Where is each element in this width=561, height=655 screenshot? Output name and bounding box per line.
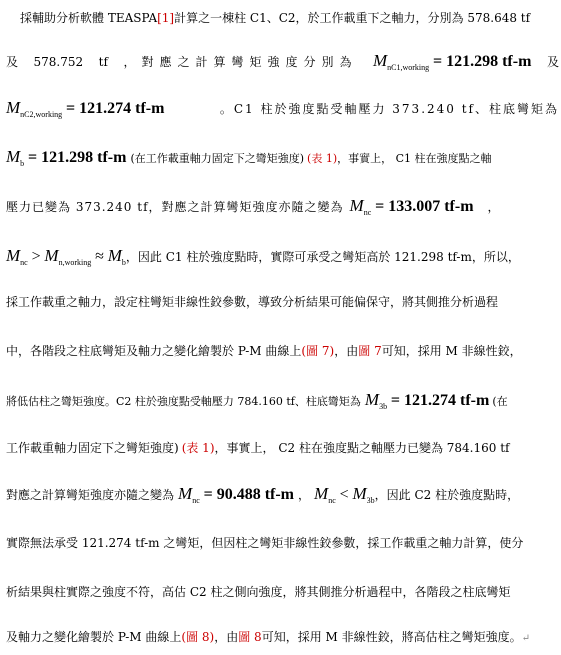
- text: ，事實上， C1 柱在強度點之軸: [337, 152, 492, 165]
- equation: [178, 484, 294, 511]
- equation: [314, 484, 375, 511]
- text: 析結果與柱實際之強度不符，高估 C2 柱之側向強度，將其側推分析過程中，各階段之柱底彎矩: [6, 585, 511, 599]
- text: (在: [492, 395, 508, 408]
- text: 可知，採用 M 非線性鉸，將高估柱之彎矩強度。: [261, 630, 522, 644]
- math-symbol: M: [178, 484, 193, 503]
- paragraph-line-3: [6, 98, 559, 125]
- text: 壓力已變為 373.240 tf，對應之計算彎矩強度亦隨之變為: [6, 200, 344, 214]
- text: 及: [546, 55, 559, 69]
- text: ，: [487, 200, 500, 214]
- math-symbol: M: [6, 246, 21, 265]
- paragraph-line-14: [6, 627, 559, 649]
- math-subscript: nc: [328, 496, 336, 505]
- equation: [350, 196, 474, 223]
- math-subscript: nC1,working: [387, 63, 430, 72]
- math-subscript: 3b: [366, 496, 375, 505]
- paragraph-line-2: [6, 51, 559, 78]
- math-symbol: M: [349, 196, 364, 215]
- text: 中，各階段之柱底彎矩及軸力之變化繪製於 P-M 曲線上: [6, 344, 302, 358]
- text: ，因此 C1 柱於強度點時，實際可承受之彎矩高於 121.298 tf-m，所以，: [125, 250, 520, 264]
- math-operator: <: [339, 486, 349, 503]
- text: (在工作載重軸力固定下之彎矩強度): [130, 152, 305, 165]
- text: 及軸力之變化繪製於 P-M 曲線上: [6, 630, 182, 644]
- math-symbol: M: [107, 246, 122, 265]
- figure-reference-link[interactable]: 圖 7: [358, 344, 382, 358]
- math-value: = 121.274 tf-m: [390, 392, 490, 409]
- math-subscript: nC2,working: [20, 110, 63, 119]
- paragraph-line-5: [6, 196, 559, 223]
- math-symbol: M: [44, 246, 59, 265]
- math-value: = 121.298 tf-m: [432, 53, 532, 70]
- paragraph-mark-icon: ↵: [521, 633, 530, 644]
- equation: [373, 51, 531, 78]
- math-value: = 121.298 tf-m: [28, 149, 127, 166]
- table-reference-link[interactable]: (表 1): [181, 441, 215, 455]
- math-symbol: M: [314, 484, 329, 503]
- paragraph-line-4: [6, 147, 559, 174]
- paragraph-line-11: [6, 484, 559, 511]
- paragraph-line-9: [6, 390, 559, 417]
- math-subscript: nc: [20, 258, 28, 267]
- text: 及: [6, 55, 19, 69]
- text: ，事實上， C2 柱在強度點之軸壓力已變為 784.160 tf: [214, 441, 510, 455]
- text: 將低估柱之彎矩強度。C2 柱於強度點受軸壓力 784.160 tf、柱底彎矩為: [6, 395, 361, 408]
- math-symbol: M: [372, 51, 388, 70]
- math-subscript: b: [121, 258, 126, 267]
- reference-link[interactable]: [1]: [157, 11, 175, 25]
- text: 。C1 柱於強度點受軸壓力 373.240 tf、柱底彎矩為: [219, 102, 559, 116]
- math-operator: >: [31, 248, 41, 265]
- math-subscript: n,working: [58, 258, 92, 267]
- math-value: = 90.488 tf-m: [203, 486, 295, 503]
- math-subscript: b: [20, 159, 25, 168]
- text: 採工作載重之軸力，設定柱彎矩非線性鉸參數，導致分析結果可能偏保守，將其側推分析過程: [6, 295, 499, 309]
- paragraph-line-13: [6, 582, 559, 602]
- text: 計算之一棟柱 C1、C2，於工作載重下之軸力，分別為 578.648 tf: [174, 11, 531, 25]
- math-symbol: M: [6, 147, 21, 166]
- math-subscript: nc: [192, 496, 200, 505]
- text: 對應之計算彎矩強度亦隨之變為: [6, 488, 175, 502]
- text: 578.752: [33, 55, 84, 69]
- figure-reference-link[interactable]: 圖 8: [238, 630, 262, 644]
- paragraph-line-1: [20, 8, 559, 28]
- math-symbol: M: [352, 484, 367, 503]
- paragraph-line-12: [6, 533, 559, 553]
- math-subscript: 3b: [379, 402, 388, 411]
- math-value: = 121.274 tf-m: [66, 100, 165, 117]
- text: ，由: [334, 344, 359, 358]
- text: ，因此 C2 柱於強度點時，: [374, 488, 520, 502]
- equation: [365, 390, 489, 417]
- figure-reference-link[interactable]: (圖 7): [301, 344, 335, 358]
- equation: [6, 147, 126, 174]
- paragraph-line-7: [6, 292, 559, 312]
- figure-reference-link[interactable]: (圖 8): [181, 630, 215, 644]
- math-symbol: M: [6, 98, 21, 117]
- paragraph-line-10: [6, 438, 559, 458]
- text: ，: [298, 488, 311, 502]
- text: 實際無法承受 121.274 tf-m 之彎矩，但因柱之彎矩非線性鉸參數，採工作載重之軸力計算，使分: [6, 536, 524, 550]
- math-symbol: M: [364, 390, 380, 409]
- paragraph-line-6: [6, 246, 559, 273]
- text: ，對應之計算彎矩強度分別為: [123, 55, 358, 69]
- paragraph-line-8: [6, 341, 559, 361]
- math-subscript: nc: [363, 208, 372, 217]
- math-value: = 133.007 tf-m: [375, 198, 474, 215]
- table-reference-link[interactable]: (表 1): [307, 152, 338, 165]
- equation: [6, 98, 164, 125]
- text: ，由: [214, 630, 239, 644]
- text: 採輔助分析軟體 TEASPA: [20, 11, 158, 25]
- text: tf: [98, 55, 108, 69]
- equation: [6, 246, 126, 273]
- text: 可知，採用 M 非線性鉸，: [381, 344, 522, 358]
- math-operator: ≈: [95, 248, 104, 265]
- text: 工作載重軸力固定下之彎矩強度): [6, 441, 179, 455]
